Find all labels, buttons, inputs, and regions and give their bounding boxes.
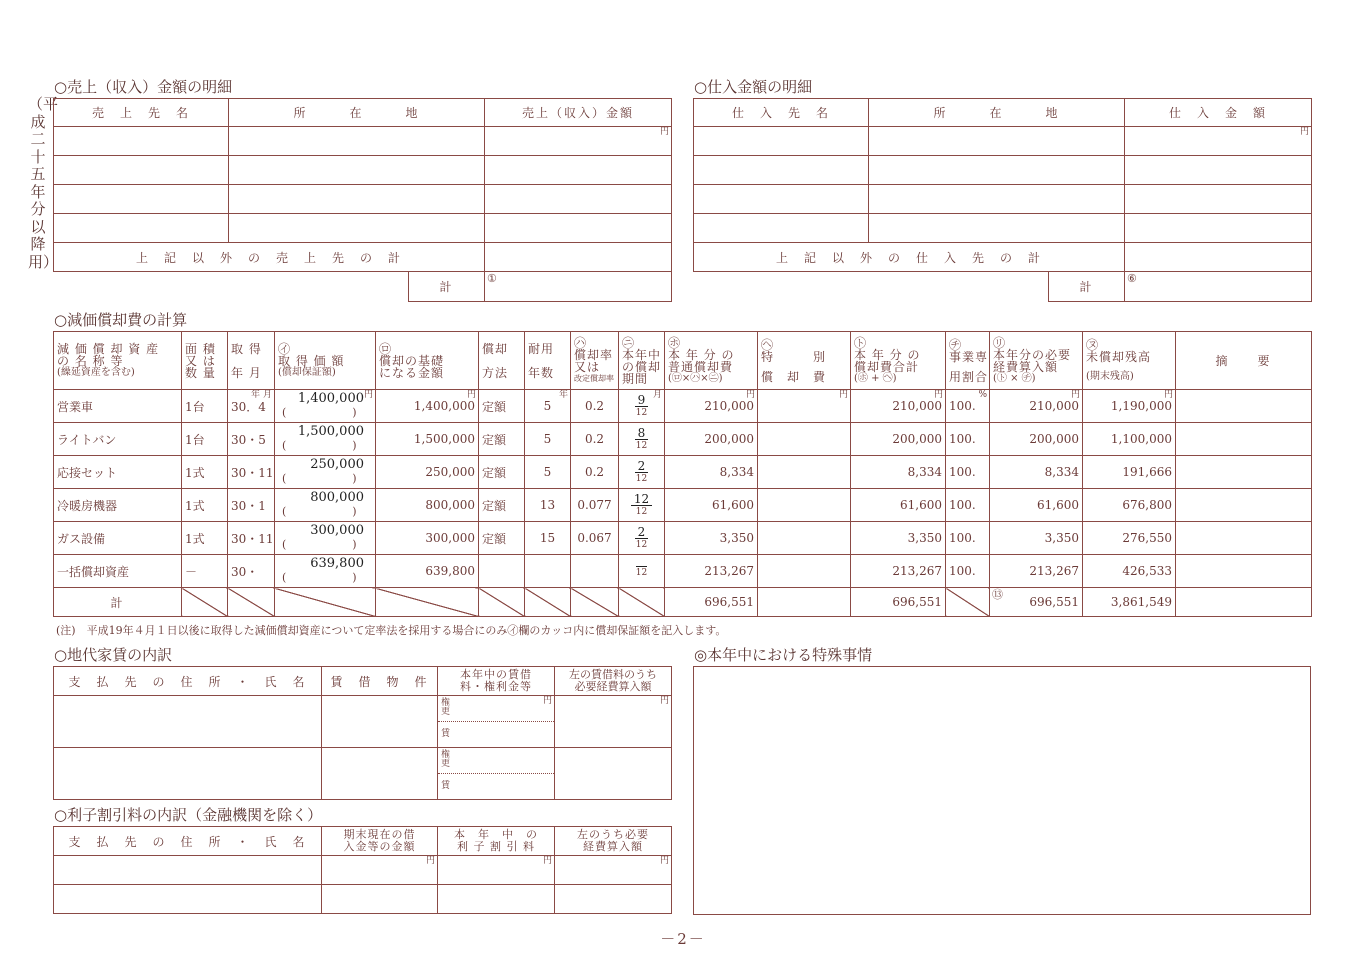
asset-quantity[interactable]: 1式 bbox=[182, 489, 228, 522]
asset-special-depreciation[interactable] bbox=[758, 423, 851, 456]
sales-cell[interactable] bbox=[485, 156, 672, 185]
sales-total-cell[interactable] bbox=[485, 272, 672, 302]
asset-special-depreciation[interactable] bbox=[758, 489, 851, 522]
header-months: ㋥ 本年中 の償却 期間 bbox=[619, 332, 665, 390]
sales-cell[interactable] bbox=[54, 127, 229, 156]
asset-months[interactable]: 12 bbox=[619, 555, 665, 588]
yen-unit: 円 bbox=[659, 856, 669, 866]
sales-table bbox=[53, 98, 672, 272]
header-acquisition-cost: ㋑ 取 得 価 額 (償却保証額) bbox=[275, 332, 376, 390]
sales-title: ○売上（収入）金額の明細 bbox=[54, 78, 233, 96]
depreciation-header-row bbox=[54, 332, 1312, 390]
asset-expense-amount[interactable]: 200,000 bbox=[990, 423, 1083, 456]
asset-quantity[interactable]: － bbox=[182, 555, 228, 588]
guarantee-amount: ( ) bbox=[282, 406, 357, 419]
month-unit: 月 bbox=[652, 390, 662, 400]
depreciation-total-label: 計 bbox=[54, 588, 182, 617]
rent-expense-cell[interactable] bbox=[555, 748, 672, 800]
diagonal-cell bbox=[376, 588, 479, 617]
asset-method[interactable] bbox=[479, 555, 525, 588]
asset-expense-amount[interactable]: 213,267 bbox=[990, 555, 1083, 588]
rent-expense-cell[interactable] bbox=[555, 696, 672, 748]
depreciation-row bbox=[54, 489, 1312, 522]
diagonal-cell bbox=[479, 588, 525, 617]
yen-unit: 円 bbox=[363, 390, 373, 400]
interest-amount-cell[interactable] bbox=[438, 856, 555, 885]
header-method: 償却 方法 bbox=[479, 332, 525, 390]
special-title: ◎本年中における特殊事情 bbox=[694, 646, 873, 664]
asset-useful-life[interactable]: 5 bbox=[525, 456, 571, 489]
interest-payee-cell[interactable] bbox=[54, 885, 322, 914]
rent-header-payee: 支 払 先 の 住 所 ・ 氏 名 bbox=[54, 667, 322, 696]
asset-acquired-date[interactable]: 30・ bbox=[228, 555, 275, 588]
circle-13-mark: ⑬ bbox=[992, 588, 1003, 601]
asset-acquired-date[interactable]: 30・11 bbox=[228, 522, 275, 555]
guarantee-amount: ( ) bbox=[282, 505, 357, 518]
rent-table bbox=[53, 666, 672, 800]
circle-1-mark: ① bbox=[487, 272, 497, 285]
year-unit: 年 bbox=[558, 390, 568, 400]
asset-useful-life[interactable]: 年 5 bbox=[525, 390, 571, 423]
asset-method[interactable]: 定額 bbox=[479, 522, 525, 555]
sales-cell[interactable] bbox=[229, 156, 485, 185]
header-asset-name: 減 価 償 却 資 産 の 名 称 等 (繰延資産を含む) bbox=[54, 332, 182, 390]
header-depreciation-base: ㋺ 償却の基礎 になる金額 bbox=[376, 332, 479, 390]
asset-useful-life[interactable] bbox=[525, 555, 571, 588]
purchases-total-table bbox=[1048, 271, 1312, 302]
header-undepreciated-balance: ㋦ 未償却残高 (期末残高) bbox=[1083, 332, 1176, 390]
asset-rate[interactable]: 0.2 bbox=[571, 423, 619, 456]
rent-payee-cell[interactable] bbox=[54, 748, 322, 800]
asset-months[interactable]: $\frac{2}{12}$ bbox=[619, 456, 665, 489]
asset-note[interactable] bbox=[1176, 522, 1312, 555]
header-rate: ㋩ 償却率 又は 改定償却率 bbox=[571, 332, 619, 390]
page-number: －2－ bbox=[660, 930, 706, 948]
rent-header-property: 賃 借 物 件 bbox=[322, 667, 438, 696]
purchases-title: ○仕入金額の明細 bbox=[694, 78, 813, 96]
rent-amount-cell[interactable]: 権 更 円 賃 bbox=[438, 696, 555, 748]
interest-balance-cell[interactable] bbox=[322, 856, 438, 885]
total-depreciation: 696,551 bbox=[851, 588, 946, 617]
asset-quantity[interactable]: 1台 bbox=[182, 390, 228, 423]
purchases-cell[interactable] bbox=[869, 156, 1125, 185]
interest-header-payee: 支 払 先 の 住 所 ・ 氏 名 bbox=[54, 827, 322, 856]
purchases-cell[interactable] bbox=[694, 127, 869, 156]
guarantee-amount: ( ) bbox=[282, 571, 357, 584]
asset-acquisition-cost[interactable]: 800,000 ( ) bbox=[275, 489, 376, 522]
sales-cell[interactable] bbox=[229, 127, 485, 156]
asset-months[interactable]: $\frac{2}{12}$ bbox=[619, 522, 665, 555]
sales-total-label: 計 bbox=[409, 272, 485, 302]
depreciation-footnote: (注) 平成19年４月１日以後に取得した減価償却資産について定率法を採用する場合にのみ㋑欄のカッコ内に償却保証額を記入します。 bbox=[56, 624, 727, 637]
asset-name[interactable]: 応接セット bbox=[54, 456, 182, 489]
asset-normal-depreciation[interactable]: 3,350 bbox=[665, 522, 758, 555]
asset-undepreciated-balance[interactable]: 276,550 bbox=[1083, 522, 1176, 555]
interest-header-balance: 期末現在の借 入金等の金額 bbox=[322, 827, 438, 856]
depreciation-row bbox=[54, 522, 1312, 555]
asset-depreciation-base[interactable]: 639,800 bbox=[376, 555, 479, 588]
asset-acquisition-cost[interactable]: 300,000 ( ) bbox=[275, 522, 376, 555]
guarantee-amount: ( ) bbox=[282, 439, 357, 452]
asset-undepreciated-balance[interactable]: 676,800 bbox=[1083, 489, 1176, 522]
yen-unit: 円 bbox=[466, 390, 476, 400]
asset-rate[interactable]: 0.2 bbox=[571, 390, 619, 423]
asset-business-ratio[interactable]: 100. bbox=[946, 555, 990, 588]
asset-depreciation-base[interactable]: 800,000 bbox=[376, 489, 479, 522]
yen-unit: 円 bbox=[542, 856, 552, 866]
purchases-cell[interactable] bbox=[694, 185, 869, 214]
total-note[interactable] bbox=[1176, 588, 1312, 617]
asset-note[interactable] bbox=[1176, 555, 1312, 588]
sales-cell[interactable] bbox=[485, 243, 672, 272]
interest-header-expense: 左のうち必要 経費算入額 bbox=[555, 827, 672, 856]
rent-header-expense: 左の賃借料のうち 必要経費算入額 bbox=[555, 667, 672, 696]
depreciation-row bbox=[54, 456, 1312, 489]
asset-expense-amount[interactable]: 3,350 bbox=[990, 522, 1083, 555]
purchases-header-amount: 仕 入 金 額 bbox=[1125, 99, 1312, 127]
asset-acquired-date[interactable]: 30・1 bbox=[228, 489, 275, 522]
interest-table bbox=[53, 826, 672, 914]
asset-total-depreciation[interactable]: 213,267 bbox=[851, 555, 946, 588]
interest-expense-cell[interactable] bbox=[555, 885, 672, 914]
header-business-ratio: ㋠ 事業専 用割合 bbox=[946, 332, 990, 390]
purchases-header-name: 仕 入 先 名 bbox=[694, 99, 869, 127]
asset-rate[interactable] bbox=[571, 555, 619, 588]
sales-header-name: 売 上 先 名 bbox=[54, 99, 229, 127]
asset-depreciation-base[interactable]: 1,500,000 bbox=[376, 423, 479, 456]
circle-6-mark: ⑥ bbox=[1127, 272, 1137, 285]
diagonal-cell bbox=[619, 588, 665, 617]
header-quantity: 面 積 又 は 数 量 bbox=[182, 332, 228, 390]
special-circumstances-box[interactable] bbox=[693, 666, 1311, 915]
asset-special-depreciation[interactable] bbox=[758, 522, 851, 555]
asset-method[interactable]: 定額 bbox=[479, 456, 525, 489]
purchases-cell[interactable] bbox=[1125, 185, 1312, 214]
total-special-depreciation[interactable] bbox=[758, 588, 851, 617]
header-normal-depreciation: ㋭ 本 年 分 の 普通償却費 (㋺×㋩×㋥) bbox=[665, 332, 758, 390]
yen-unit: 円 bbox=[745, 390, 755, 400]
asset-acquired-date[interactable]: 年 月 30．4 bbox=[228, 390, 275, 423]
sales-total-table bbox=[408, 271, 672, 302]
total-expense: ⑬ 696,551 bbox=[990, 588, 1083, 617]
year-unit: 年 bbox=[250, 390, 260, 400]
asset-name[interactable]: 一括償却資産 bbox=[54, 555, 182, 588]
depreciation-title: ○減価償却費の計算 bbox=[54, 311, 188, 329]
asset-business-ratio[interactable]: 100. bbox=[946, 522, 990, 555]
asset-undepreciated-balance[interactable]: 191,666 bbox=[1083, 456, 1176, 489]
asset-depreciation-base[interactable]: 250,000 bbox=[376, 456, 479, 489]
asset-expense-amount[interactable]: 61,600 bbox=[990, 489, 1083, 522]
interest-expense-cell[interactable] bbox=[555, 856, 672, 885]
sales-other-label: 上 記 以 外 の 売 上 先 の 計 bbox=[54, 243, 485, 272]
side-title: （平成二十五年分以降用） bbox=[28, 95, 59, 271]
asset-quantity[interactable]: 1台 bbox=[182, 423, 228, 456]
purchases-total-label: 計 bbox=[1049, 272, 1125, 302]
yen-unit: 円 bbox=[1299, 127, 1309, 137]
purchases-table bbox=[693, 98, 1312, 272]
purchases-cell[interactable] bbox=[694, 214, 869, 243]
yen-unit: 円 bbox=[659, 696, 669, 706]
sales-cell[interactable] bbox=[54, 185, 229, 214]
asset-note[interactable] bbox=[1176, 456, 1312, 489]
asset-normal-depreciation[interactable]: 61,600 bbox=[665, 489, 758, 522]
header-note: 摘 要 bbox=[1176, 332, 1312, 390]
asset-note[interactable] bbox=[1176, 489, 1312, 522]
asset-name[interactable]: ライトバン bbox=[54, 423, 182, 456]
asset-business-ratio[interactable]: 100. bbox=[946, 423, 990, 456]
header-useful-life: 耐用 年数 bbox=[525, 332, 571, 390]
diagonal-cell bbox=[946, 588, 990, 617]
interest-amount-cell[interactable] bbox=[438, 885, 555, 914]
asset-note[interactable] bbox=[1176, 423, 1312, 456]
diagonal-cell bbox=[228, 588, 275, 617]
sales-header-amount: 売上（収入）金額 bbox=[485, 99, 672, 127]
asset-months[interactable]: $\frac{8}{12}$ bbox=[619, 423, 665, 456]
asset-useful-life[interactable]: 15 bbox=[525, 522, 571, 555]
interest-payee-cell[interactable] bbox=[54, 856, 322, 885]
asset-normal-depreciation[interactable]: 円 210,000 bbox=[665, 390, 758, 423]
asset-normal-depreciation[interactable]: 200,000 bbox=[665, 423, 758, 456]
asset-undepreciated-balance[interactable]: 1,100,000 bbox=[1083, 423, 1176, 456]
yen-unit: 円 bbox=[1163, 390, 1173, 400]
rent-header-rent: 本年中の賃借 料・権利金等 bbox=[438, 667, 555, 696]
asset-acquisition-cost[interactable]: 250,000 ( ) bbox=[275, 456, 376, 489]
sales-header-address: 所 在 地 bbox=[229, 99, 485, 127]
depreciation-table bbox=[53, 331, 1312, 617]
asset-total-depreciation[interactable]: 8,334 bbox=[851, 456, 946, 489]
asset-useful-life[interactable]: 5 bbox=[525, 423, 571, 456]
asset-method[interactable]: 定額 bbox=[479, 489, 525, 522]
sales-cell[interactable] bbox=[229, 214, 485, 243]
asset-total-depreciation[interactable]: 円 210,000 bbox=[851, 390, 946, 423]
interest-title: ○利子割引料の内訳（金融機関を除く） bbox=[54, 806, 323, 824]
asset-months[interactable]: $\frac{12}{12}$ bbox=[619, 489, 665, 522]
sales-cell[interactable] bbox=[485, 185, 672, 214]
asset-total-depreciation[interactable]: 61,600 bbox=[851, 489, 946, 522]
asset-method[interactable]: 定額 bbox=[479, 423, 525, 456]
asset-name[interactable]: 冷暖房機器 bbox=[54, 489, 182, 522]
sales-cell[interactable] bbox=[485, 214, 672, 243]
asset-normal-depreciation[interactable]: 8,334 bbox=[665, 456, 758, 489]
diagonal-cell bbox=[525, 588, 571, 617]
asset-normal-depreciation[interactable]: 213,267 bbox=[665, 555, 758, 588]
asset-rate[interactable]: 0.067 bbox=[571, 522, 619, 555]
asset-method[interactable]: 定額 bbox=[479, 390, 525, 423]
asset-acquisition-cost[interactable]: 639,800 ( ) bbox=[275, 555, 376, 588]
percent-unit: % bbox=[978, 390, 987, 400]
asset-depreciation-base[interactable]: 円 1,400,000 bbox=[376, 390, 479, 423]
yen-unit: 円 bbox=[542, 696, 552, 706]
header-expense-amount: ㋷ 本年分の必要 経費算入額 (㋣ × ㋠) bbox=[990, 332, 1083, 390]
asset-note[interactable] bbox=[1176, 390, 1312, 423]
asset-undepreciated-balance[interactable]: 円 1,190,000 bbox=[1083, 390, 1176, 423]
purchases-other-label: 上 記 以 外 の 仕 入 先 の 計 bbox=[694, 243, 1125, 272]
guarantee-amount: ( ) bbox=[282, 538, 357, 551]
rent-title: ○地代家賃の内訳 bbox=[54, 646, 173, 664]
depreciation-row bbox=[54, 390, 1312, 423]
total-normal-depreciation: 696,551 bbox=[665, 588, 758, 617]
yen-unit: 円 bbox=[933, 390, 943, 400]
asset-expense-amount[interactable]: 8,334 bbox=[990, 456, 1083, 489]
asset-special-depreciation[interactable] bbox=[758, 555, 851, 588]
asset-special-depreciation[interactable] bbox=[758, 390, 851, 423]
asset-acquisition-cost[interactable]: 円 1,400,000 ( ) bbox=[275, 390, 376, 423]
purchases-cell[interactable] bbox=[694, 156, 869, 185]
header-acquired-date: 取 得 年 月 bbox=[228, 332, 275, 390]
asset-rate[interactable]: 0.077 bbox=[571, 489, 619, 522]
yen-unit: 円 bbox=[659, 127, 669, 137]
rent-property-cell[interactable] bbox=[322, 748, 438, 800]
purchases-cell[interactable] bbox=[1125, 156, 1312, 185]
asset-name[interactable]: ガス設備 bbox=[54, 522, 182, 555]
yen-unit: 円 bbox=[1070, 390, 1080, 400]
asset-total-depreciation[interactable]: 200,000 bbox=[851, 423, 946, 456]
header-total-depreciation: ㋣ 本 年 分 の 償却費合計 (㋭ + ㋬) bbox=[851, 332, 946, 390]
asset-acquired-date[interactable]: 30・5 bbox=[228, 423, 275, 456]
asset-business-ratio[interactable]: 100. bbox=[946, 489, 990, 522]
asset-business-ratio[interactable]: % 100. bbox=[946, 390, 990, 423]
asset-rate[interactable]: 0.2 bbox=[571, 456, 619, 489]
depreciation-row bbox=[54, 423, 1312, 456]
total-balance: 3,861,549 bbox=[1083, 588, 1176, 617]
asset-acquisition-cost[interactable]: 1,500,000 ( ) bbox=[275, 423, 376, 456]
purchases-header-address: 所 在 地 bbox=[869, 99, 1125, 127]
asset-acquired-date[interactable]: 30・11 bbox=[228, 456, 275, 489]
depreciation-row bbox=[54, 555, 1312, 588]
diagonal-cell bbox=[182, 588, 228, 617]
purchases-cell[interactable] bbox=[869, 214, 1125, 243]
interest-header-interest: 本 年 中 の 利 子 割 引 料 bbox=[438, 827, 555, 856]
guarantee-amount: ( ) bbox=[282, 472, 357, 485]
sales-cell[interactable] bbox=[54, 214, 229, 243]
rent-property-cell[interactable] bbox=[322, 696, 438, 748]
purchases-cell[interactable] bbox=[1125, 214, 1312, 243]
asset-quantity[interactable]: 1式 bbox=[182, 522, 228, 555]
rent-payee-cell[interactable] bbox=[54, 696, 322, 748]
asset-total-depreciation[interactable]: 3,350 bbox=[851, 522, 946, 555]
asset-months[interactable]: 月 $\frac{9}{12}$ bbox=[619, 390, 665, 423]
sales-cell[interactable] bbox=[54, 156, 229, 185]
asset-special-depreciation[interactable] bbox=[758, 456, 851, 489]
asset-useful-life[interactable]: 13 bbox=[525, 489, 571, 522]
purchases-cell[interactable] bbox=[869, 127, 1125, 156]
asset-name[interactable]: 営業車 bbox=[54, 390, 182, 423]
purchases-cell[interactable] bbox=[869, 185, 1125, 214]
asset-quantity[interactable]: 1式 bbox=[182, 456, 228, 489]
header-special-depreciation: ㋬ 特 別 償 却 費 bbox=[758, 332, 851, 390]
asset-expense-amount[interactable]: 円 210,000 bbox=[990, 390, 1083, 423]
asset-business-ratio[interactable]: 100. bbox=[946, 456, 990, 489]
purchases-cell[interactable] bbox=[1125, 243, 1312, 272]
asset-depreciation-base[interactable]: 300,000 bbox=[376, 522, 479, 555]
sales-cell[interactable] bbox=[229, 185, 485, 214]
depreciation-total-row bbox=[54, 588, 1312, 617]
purchases-total-cell[interactable] bbox=[1125, 272, 1312, 302]
interest-balance-cell[interactable] bbox=[322, 885, 438, 914]
asset-undepreciated-balance[interactable]: 426,533 bbox=[1083, 555, 1176, 588]
yen-unit: 円 bbox=[425, 856, 435, 866]
rent-amount-cell[interactable]: 権 更 賃 bbox=[438, 748, 555, 800]
sales-cell[interactable] bbox=[485, 127, 672, 156]
month-unit: 月 bbox=[262, 390, 272, 400]
diagonal-cell bbox=[275, 588, 376, 617]
purchases-cell[interactable] bbox=[1125, 127, 1312, 156]
diagonal-cell bbox=[571, 588, 619, 617]
yen-unit: 円 bbox=[838, 390, 848, 400]
